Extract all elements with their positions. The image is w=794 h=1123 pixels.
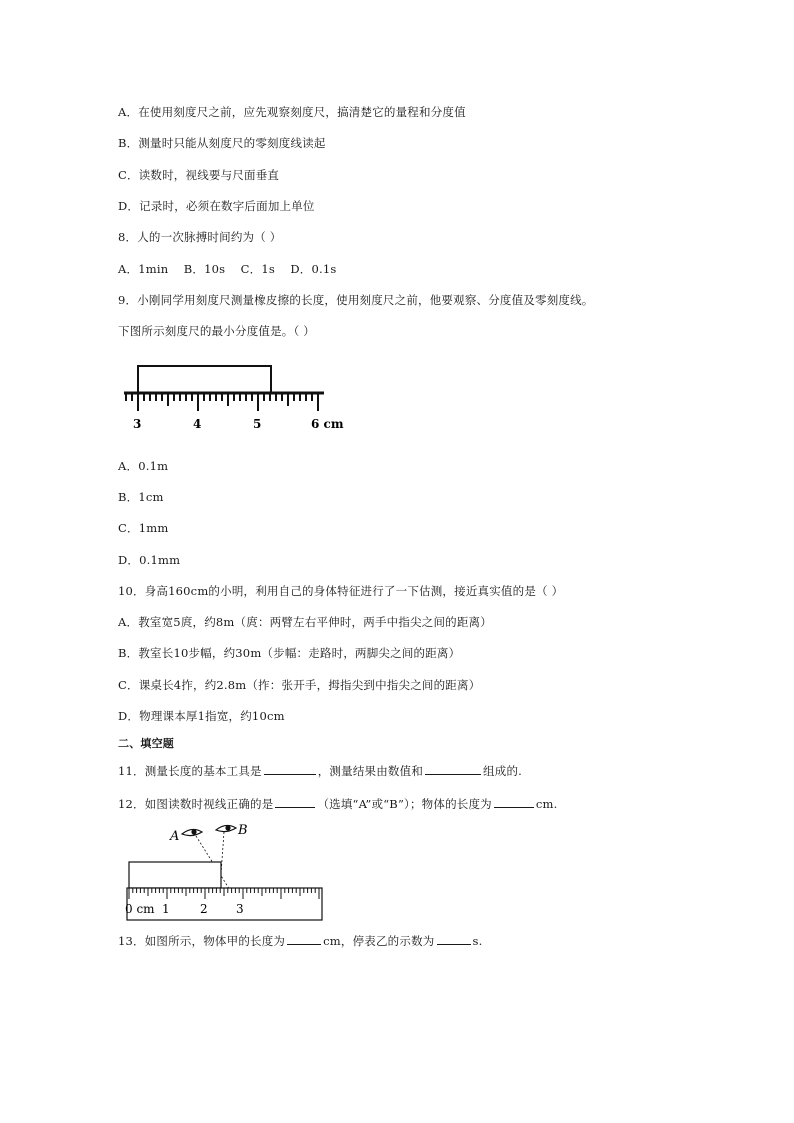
q7-option-b: B．测量时只能从刻度尺的零刻度线读起 xyxy=(118,136,326,150)
q12-part3: cm. xyxy=(535,797,558,811)
q7-option-d: D．记录时，必须在数字后面加上单位 xyxy=(118,199,315,213)
section-title-fill-in: 二、填空题 xyxy=(118,737,174,750)
eye-b-label: B xyxy=(238,823,248,838)
ruler12-label-0cm: 0 cm xyxy=(125,902,155,916)
ruler-label-5: 5 xyxy=(253,417,262,431)
q13-blank-1[interactable] xyxy=(287,933,321,945)
ruler-ticks xyxy=(126,393,318,411)
q11-line xyxy=(118,763,522,778)
q10-option-a: A．教室宽5庹，约8m（庹：两臂左右平伸时，两手中指尖之间的距离） xyxy=(118,615,492,629)
q9-option-a: A．0.1m xyxy=(118,459,169,473)
q10-option-d: D．物理课本厚1指宽，约10cm xyxy=(118,709,285,723)
q9-stem-line1: 9．小刚同学用刻度尺测量橡皮擦的长度，使用刻度尺之前，他要观察、分度值及零刻度线。 xyxy=(118,293,594,307)
q11-blank-2[interactable] xyxy=(425,763,481,775)
q9-option-d: D．0.1mm xyxy=(118,553,181,567)
eye-a-icon xyxy=(182,829,202,835)
q10-option-b: B．教室长10步幅，约30m（步幅：走路时，两脚尖之间的距离） xyxy=(118,646,461,660)
ruler-label-6cm: 6 cm xyxy=(311,417,344,431)
q9-stem-line2: 下图所示刻度尺的最小分度值是。（ ） xyxy=(118,324,316,338)
q12-part2: （选填“A”或“B”）；物体的长度为 xyxy=(317,797,492,811)
q9-option-c: C．1mm xyxy=(118,521,169,535)
q11-blank-1[interactable] xyxy=(264,763,316,775)
q10-stem: 10．身高160cm的小明，利用自己的身体特征进行了一下估测，接近真实值的是（ ） xyxy=(118,584,564,598)
q13-line xyxy=(118,933,482,948)
q12-blank-1[interactable] xyxy=(275,796,315,808)
q12-blank-2[interactable] xyxy=(494,796,534,808)
q10-option-c: C．课桌长4拃，约2.8m（拃：张开手，拇指尖到中指尖之间的距离） xyxy=(118,678,481,692)
ruler-label-3: 3 xyxy=(133,417,142,431)
q11-part2: ，测量结果由数值和 xyxy=(317,764,424,778)
q13-part2: cm，停表乙的示数为 xyxy=(323,934,435,948)
q7-option-c: C．读数时，视线要与尺面垂直 xyxy=(118,168,280,182)
q7-option-a: A．在使用刻度尺之前，应先观察刻度尺，搞清楚它的量程和分度值 xyxy=(118,105,466,119)
q13-part3: s. xyxy=(472,934,483,948)
ruler12-label-3: 3 xyxy=(236,902,244,916)
ruler12-label-2: 2 xyxy=(200,902,208,916)
q13-part1: 13．如图所示，物体甲的长度为 xyxy=(118,934,286,948)
q11-part3: 组成的. xyxy=(483,764,523,778)
ruler-label-4: 4 xyxy=(193,417,202,431)
q12-part1: 12．如图读数时视线正确的是 xyxy=(118,797,274,811)
eye-b-icon xyxy=(216,825,236,831)
eraser-block xyxy=(138,366,271,393)
ruler12-label-1: 1 xyxy=(162,902,170,916)
eye-a-label: A xyxy=(170,829,180,844)
q12-line xyxy=(118,796,557,811)
q9-ruler-figure xyxy=(118,348,354,442)
q11-part1: 11．测量长度的基本工具是 xyxy=(118,764,262,778)
q8-stem: 8．人的一次脉搏时间约为（ ） xyxy=(118,230,282,244)
q9-option-b: B．1cm xyxy=(118,490,164,504)
measured-object xyxy=(129,862,221,888)
q8-options: A．1min B．10s C．1s D．0.1s xyxy=(118,262,337,276)
q12-ruler-figure xyxy=(118,818,328,922)
q13-blank-2[interactable] xyxy=(437,933,471,945)
